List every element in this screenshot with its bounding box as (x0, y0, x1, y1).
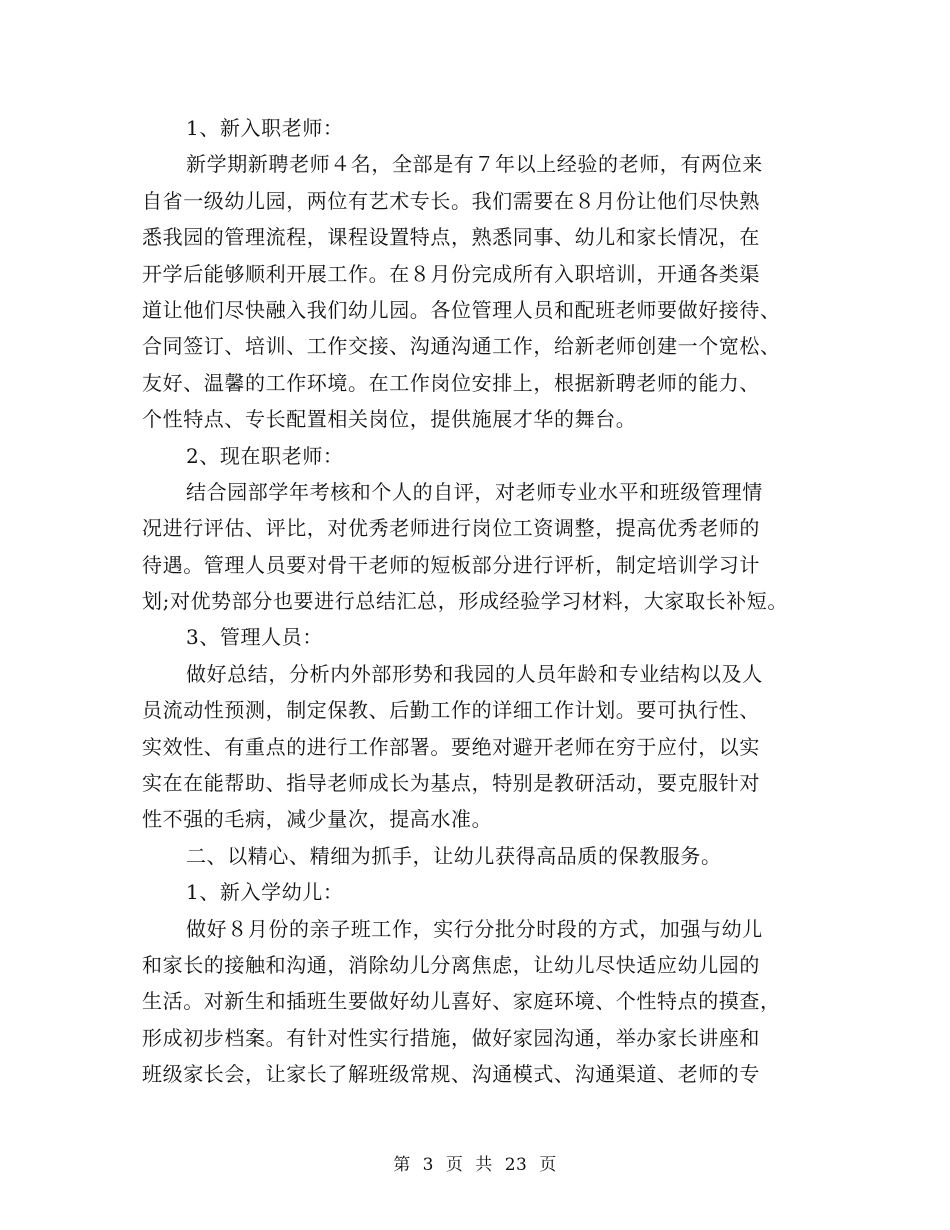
text-line: 和家长的接触和沟通，消除幼儿分离焦虑，让幼儿尽快适应幼儿园的 (142, 952, 760, 977)
text-line: 性不强的毛病，减少量次，提高水准。 (142, 807, 493, 832)
text-line: 友好、温馨的工作环境。在工作岗位安排上，根据新聘老师的能力、 (142, 370, 760, 395)
footer-suffix: 页 (539, 1155, 557, 1175)
text-line: 结合园部学年考核和个人的自评，对老师专业水平和班级管理情 (186, 479, 763, 504)
text-line: 1、新入学幼儿： (186, 880, 344, 905)
text-line: 实在在能帮助、指导老师成长为基点，特别是教研活动，要克服针对 (142, 771, 760, 796)
footer-total-word: 共 (475, 1155, 493, 1175)
text-line: 生活。对新生和插班生要做好幼儿喜好、家庭环境、个性特点的摸查， (142, 989, 781, 1014)
footer-prefix: 第 (393, 1155, 411, 1175)
text-line: 2、现在职老师： (186, 443, 344, 468)
document-body (142, 110, 822, 1093)
text-line: 况进行评估、评比，对优秀老师进行岗位工资调整，提高优秀老师的 (142, 516, 760, 541)
text-line: 划;对优势部分也要进行总结汇总，形成经验学习材料，大家取长补短。 (142, 589, 788, 614)
text-line: 形成初步档案。有针对性实行措施，做好家园沟通，举办家长讲座和 (142, 1025, 760, 1050)
text-line: 新学期新聘老师４名，全部是有７年以上经验的老师，有两位来 (186, 152, 763, 177)
text-line: 员流动性预测，制定保教、后勤工作的详细工作计划。要可执行性、 (142, 698, 760, 723)
footer-page-word: 页 (445, 1155, 464, 1175)
text-line: 个性特点、专长配置相关岗位，提供施展才华的舞台。 (142, 407, 637, 432)
text-line: 待遇。管理人员要对骨干老师的短板部分进行评析，制定培训学习计 (142, 552, 760, 577)
text-line: 合同签订、培训、工作交接、沟通沟通工作，给新老师创建一个宽松、 (142, 334, 781, 359)
total-page-count: 23 (504, 1155, 528, 1175)
current-page-number: 3 (422, 1155, 434, 1175)
text-line: 班级家长会，让家长了解班级常规、沟通模式、沟通渠道、老师的专 (142, 1062, 760, 1087)
text-line: 悉我园的管理流程，课程设置特点，熟悉同事、幼儿和家长情况，在 (142, 225, 760, 250)
text-line: 做好总结，分析内外部形势和我园的人员年龄和专业结构以及人 (186, 661, 763, 686)
text-line: 自省一级幼儿园，两位有艺术专长。我们需要在８月份让他们尽快熟 (142, 188, 760, 213)
text-line: 1、新入职老师： (186, 116, 344, 140)
text-line: 做好８月份的亲子班工作，实行分批分时段的方式，加强与幼儿 (186, 916, 763, 941)
text-line: 开学后能够顺利开展工作。在８月份完成所有入职培训，开通各类渠 (142, 261, 760, 286)
text-line: 实效性、有重点的进行工作部署。要绝对避开老师在穷于应付，以实 (142, 734, 760, 759)
text-line: 二、以精心、精细为抓手，让幼儿获得高品质的保教服务。 (186, 843, 722, 868)
text-line: 道让他们尽快融入我们幼儿园。各位管理人员和配班老师要做好接待、 (142, 297, 781, 322)
page-footer (0, 1150, 950, 1175)
text-line: 3、管理人员： (186, 625, 323, 650)
